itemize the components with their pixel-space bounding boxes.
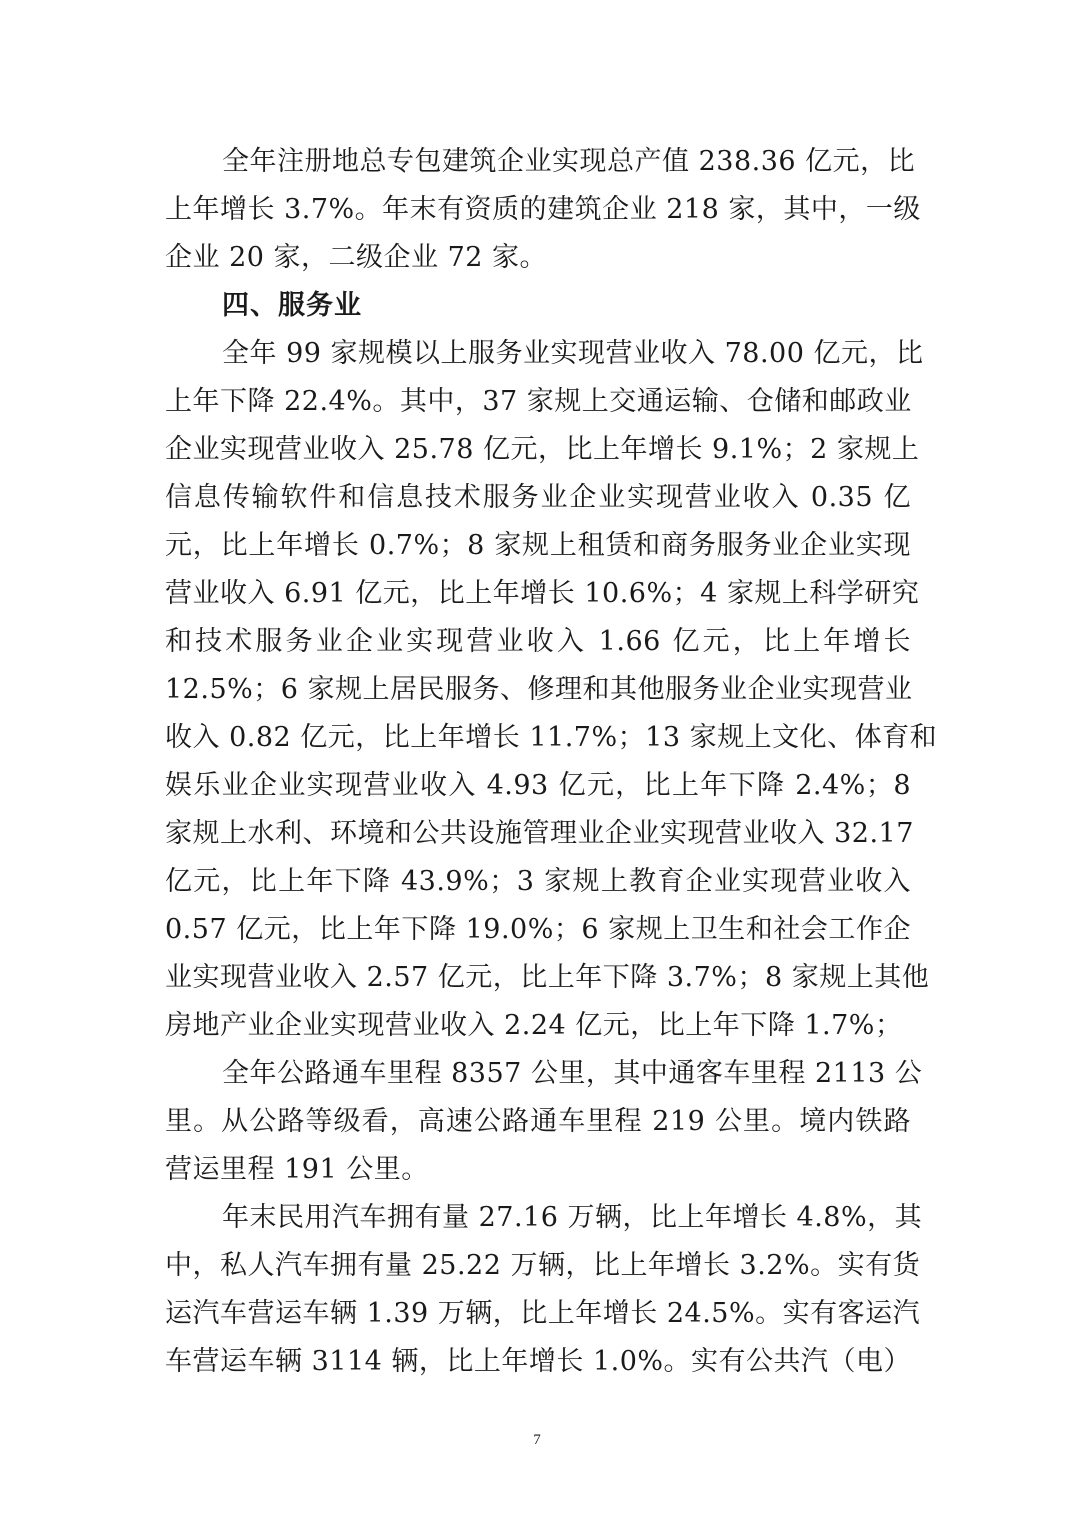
paragraph-line: 营运里程 191 公里。 xyxy=(165,1154,429,1185)
section-heading: 四、服务业 xyxy=(222,290,362,321)
paragraph-line: 元，比上年增长 0.7%；8 家规上租赁和商务服务业企业实现 xyxy=(165,530,911,561)
paragraph-line: 运汽车营运车辆 1.39 万辆，比上年增长 24.5%。实有客运汽 xyxy=(165,1298,921,1329)
paragraph-line: 信息传输软件和信息技术服务业企业实现营业收入 0.35 亿 xyxy=(165,482,911,513)
page-number: 7 xyxy=(533,1432,541,1448)
paragraph-line: 车营运车辆 3114 辆，比上年增长 1.0%。实有公共汽（电） xyxy=(165,1346,912,1377)
paragraph-line: 全年 99 家规模以上服务业实现营业收入 78.00 亿元，比 xyxy=(222,338,924,369)
paragraph-line: 和技术服务业企业实现营业收入 1.66 亿元，比上年增长 xyxy=(165,626,911,657)
paragraph-line: 企业 20 家，二级企业 72 家。 xyxy=(165,242,548,273)
paragraph-line: 收入 0.82 亿元，比上年增长 11.7%；13 家规上文化、体育和 xyxy=(165,722,938,753)
paragraph-line: 营业收入 6.91 亿元，比上年增长 10.6%；4 家规上科学研究 xyxy=(165,578,920,609)
paragraph-line: 12.5%；6 家规上居民服务、修理和其他服务业企业实现营业 xyxy=(165,674,913,705)
paragraph-line: 房地产业企业实现营业收入 2.24 亿元，比上年下降 1.7%； xyxy=(165,1010,903,1041)
paragraph-line: 中，私人汽车拥有量 25.22 万辆，比上年增长 3.2%。实有货 xyxy=(165,1250,921,1281)
paragraph-line: 上年增长 3.7%。年末有资质的建筑企业 218 家，其中，一级 xyxy=(165,194,921,225)
paragraph-line: 全年注册地总专包建筑企业实现总产值 238.36 亿元，比 xyxy=(222,146,916,177)
paragraph-line: 亿元，比上年下降 43.9%；3 家规上教育企业实现营业收入 xyxy=(165,866,911,897)
paragraph-line: 里。从公路等级看，高速公路通车里程 219 公里。境内铁路 xyxy=(165,1106,911,1137)
paragraph-line: 娱乐业企业实现营业收入 4.93 亿元，比上年下降 2.4%；8 xyxy=(165,770,911,801)
paragraph-line: 0.57 亿元，比上年下降 19.0%；6 家规上卫生和社会工作企 xyxy=(165,914,911,945)
paragraph-line: 全年公路通车里程 8357 公里，其中通客车里程 2113 公 xyxy=(222,1058,923,1089)
paragraph-line: 业实现营业收入 2.57 亿元，比上年下降 3.7%；8 家规上其他 xyxy=(165,962,930,993)
paragraph-line: 企业实现营业收入 25.78 亿元，比上年增长 9.1%；2 家规上 xyxy=(165,434,920,465)
paragraph-line: 上年下降 22.4%。其中，37 家规上交通运输、仓储和邮政业 xyxy=(165,386,912,417)
paragraph-line: 年末民用汽车拥有量 27.16 万辆，比上年增长 4.8%，其 xyxy=(222,1202,923,1233)
paragraph-line: 家规上水利、环境和公共设施管理业企业实现营业收入 32.17 xyxy=(165,818,914,849)
